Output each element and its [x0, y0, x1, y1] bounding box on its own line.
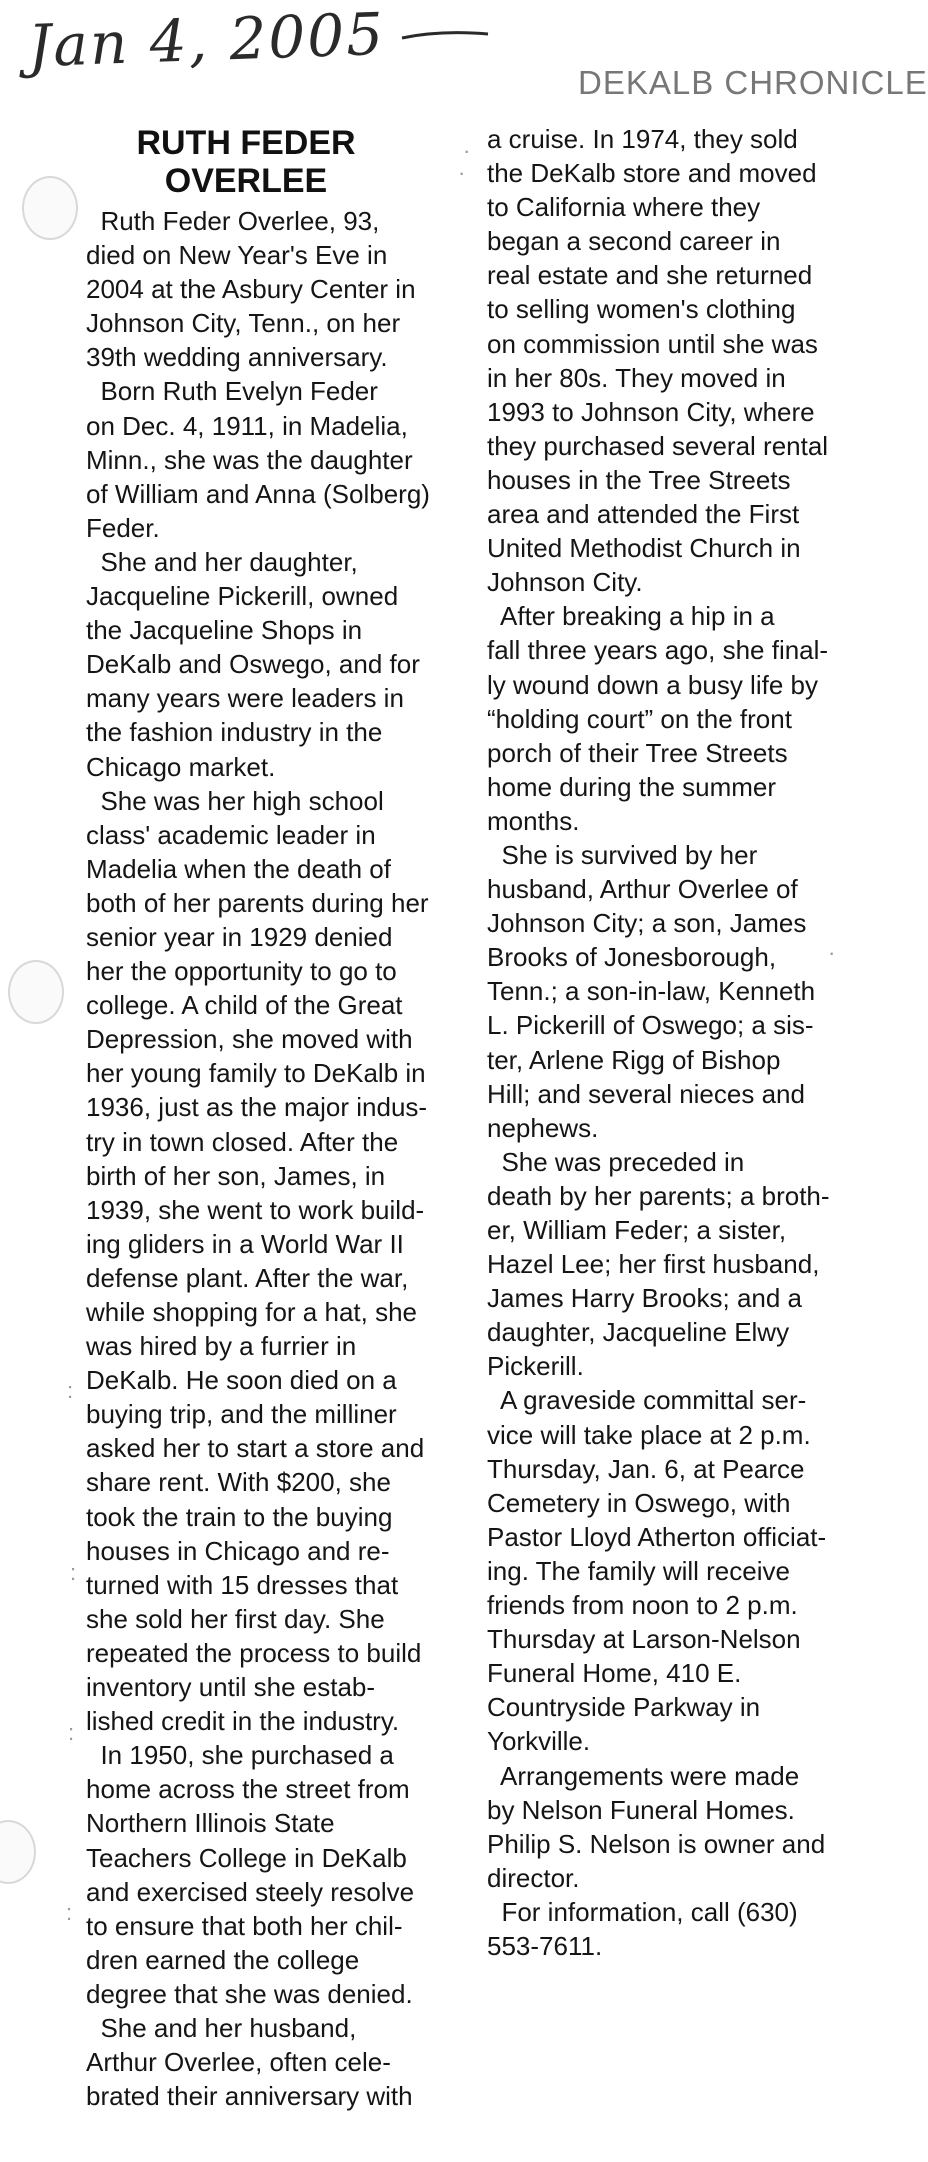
article-text-line: Philip S. Nelson is owner and [487, 1828, 826, 1859]
article-text-line: many years were leaders in [86, 683, 404, 714]
article-text-line: death by her parents; a broth- [487, 1180, 830, 1211]
article-text-line: her young family to DeKalb in [86, 1058, 426, 1089]
article-left-column [86, 204, 430, 2113]
article-text-line: died on New Year's Eve in [86, 240, 388, 271]
article-text-line: Madelia when the death of [86, 853, 391, 884]
article-text-line: 553-7611. [487, 1930, 603, 1961]
article-text-line: on Dec. 4, 1911, in Madelia, [86, 410, 408, 441]
article-text-line: A graveside committal ser- [487, 1385, 807, 1416]
article-text-line: Chicago market. [86, 751, 276, 782]
article-text-line: real estate and she returned [487, 260, 813, 291]
article-text-line: 1936, just as the major indus- [86, 1092, 428, 1123]
article-text-line: they purchased several rental [487, 430, 829, 461]
article-text-line: home during the summer [487, 771, 777, 802]
scan-speck: : [67, 1378, 74, 1403]
article-text-line: houses in Chicago and re- [86, 1535, 390, 1566]
article-text-line: she sold her first day. She [86, 1603, 385, 1634]
headline-line: RUTH FEDER [136, 124, 356, 162]
article-text-line: buying trip, and the milliner [86, 1399, 397, 1430]
scan-speck: · [463, 138, 471, 163]
article-text-line: senior year in 1929 denied [86, 921, 393, 952]
article-text-line: husband, Arthur Overlee of [487, 874, 798, 905]
article-text-line: class' academic leader in [86, 819, 376, 850]
article-text-line: Feder. [86, 512, 160, 543]
article-text-line: James Harry Brooks; and a [487, 1283, 803, 1314]
article-text-line: Cemetery in Oswego, with [487, 1487, 791, 1518]
article-text-line: months. [487, 805, 580, 836]
article-text-line: Born Ruth Evelyn Feder [86, 376, 378, 407]
article-text-line: lished credit in the industry. [86, 1706, 400, 1737]
article-text-line: Minn., she was the daughter [86, 444, 413, 475]
article-text-line: to California where they [487, 192, 761, 223]
article-text-line: a cruise. In 1974, they sold [487, 124, 798, 154]
obituary-headline [86, 124, 406, 200]
article-text-line: DeKalb and Oswego, and for [86, 649, 420, 680]
article-text-line: Johnson City, Tenn., on her [86, 308, 401, 339]
article-text-line: was hired by a furrier in [86, 1331, 357, 1362]
article-text-line: L. Pickerill of Oswego; a sis- [487, 1010, 814, 1041]
article-text-line: ter, Arlene Rigg of Bishop [487, 1044, 781, 1075]
article-text-line: defense plant. After the war, [86, 1262, 409, 1293]
article-text-line: Thursday, Jan. 6, at Pearce [487, 1453, 805, 1484]
article-text-line: brated their anniversary with [86, 2081, 413, 2112]
article-text-line: Teachers College in DeKalb [86, 1842, 407, 1873]
article-text-line: 2004 at the Asbury Center in [86, 274, 416, 305]
article-text-line: For information, call (630) [487, 1896, 798, 1927]
article-text-line: turned with 15 dresses that [86, 1569, 399, 1600]
article-text-line: birth of her son, James, in [86, 1160, 386, 1191]
handwritten-date: Jan 4, 2005 [26, 0, 387, 81]
article-text-line: repeated the process to build [86, 1637, 422, 1668]
binder-hole-middle [8, 960, 64, 1024]
article-text-line: dren earned the college [86, 1944, 360, 1975]
article-text-line: ly wound down a busy life by [487, 669, 818, 700]
article-text-line: In 1950, she purchased a [86, 1740, 394, 1771]
article-text-line: Depression, she moved with [86, 1024, 413, 1055]
scan-speck: : [66, 1900, 73, 1925]
article-text-line: She is survived by her [487, 839, 758, 870]
article-text-line: Hill; and several nieces and [487, 1078, 805, 1109]
article-text-line: began a second career in [487, 226, 781, 257]
article-text-line: Ruth Feder Overlee, 93, [86, 206, 380, 236]
article-text-line: of William and Anna (Solberg) [86, 478, 430, 509]
article-text-line: She was her high school [86, 785, 384, 816]
article-text-line: daughter, Jacqueline Elwy [487, 1317, 790, 1348]
article-text-line: and exercised steely resolve [86, 1876, 415, 1907]
headline-line: OVERLEE [164, 162, 328, 200]
article-text-line: took the train to the buying [86, 1501, 393, 1532]
article-text-line: ing. The family will receive [487, 1555, 790, 1586]
article-text-line: to ensure that both her chil- [86, 1910, 403, 1941]
article-text-line: friends from noon to 2 p.m. [487, 1590, 798, 1621]
article-text-line: Yorkville. [487, 1726, 591, 1757]
newspaper-masthead: DEKALB CHRONICLE [578, 64, 928, 101]
handwritten-underline [400, 26, 490, 46]
scan-speck: · [458, 160, 466, 185]
article-text-line: Northern Illinois State [86, 1808, 335, 1839]
article-text-line: She and her husband, [86, 2012, 357, 2043]
article-text-line: the DeKalb store and moved [487, 158, 817, 189]
article-text-line: United Methodist Church in [487, 533, 801, 564]
article-text-line: vice will take place at 2 p.m. [487, 1419, 811, 1450]
article-text-line: both of her parents during her [86, 887, 429, 918]
article-text-line: 39th wedding anniversary. [86, 342, 388, 373]
article-text-line: on commission until she was [487, 328, 818, 359]
binder-hole-top [22, 176, 78, 240]
article-text-line: Johnson City. [487, 567, 643, 598]
article-text-line: the Jacqueline Shops in [86, 615, 363, 646]
article-text-line: while shopping for a hat, she [86, 1297, 417, 1327]
article-text-line: houses in the Tree Streets [487, 464, 791, 495]
article-text-line: 1939, she went to work build- [86, 1194, 425, 1225]
article-text-line: share rent. With $200, she [86, 1467, 391, 1498]
article-text-line: Johnson City; a son, James [487, 908, 807, 939]
article-text-line: inventory until she estab- [86, 1672, 376, 1703]
article-text-line: Countryside Parkway in [487, 1692, 761, 1723]
article-text-line: director. [487, 1862, 580, 1893]
article-text-line: DeKalb. He soon died on a [86, 1365, 397, 1396]
article-text-line: She was preceded in [487, 1146, 745, 1177]
article-text-line: Tenn.; a son-in-law, Kenneth [487, 976, 816, 1007]
scan-speck: : [70, 1560, 77, 1585]
article-text-line: Funeral Home, 410 E. [487, 1658, 742, 1689]
scan-speck: · [828, 940, 836, 965]
article-text-line: Arrangements were made [487, 1760, 800, 1791]
article-text-line: to selling women's clothing [487, 294, 796, 325]
article-text-line: After breaking a hip in a [487, 601, 775, 632]
article-text-line: 1993 to Johnson City, where [487, 396, 815, 427]
article-text-line: try in town closed. After the [86, 1126, 399, 1157]
article-text-line: porch of their Tree Streets [487, 737, 788, 768]
article-text-line: the fashion industry in the [86, 717, 383, 748]
article-text-line: Pickerill. [487, 1351, 584, 1382]
article-text-line: nephews. [487, 1112, 599, 1143]
article-text-line: degree that she was denied. [86, 1978, 413, 2009]
article-text-line: home across the street from [86, 1774, 410, 1805]
article-text-line: Thursday at Larson-Nelson [487, 1624, 801, 1655]
article-text-line: college. A child of the Great [86, 990, 403, 1021]
scan-speck: : [68, 1720, 75, 1745]
article-text-line: her the opportunity to go to [86, 956, 397, 987]
article-text-line: fall three years ago, she final- [487, 635, 829, 666]
article-text-line: Jacqueline Pickerill, owned [86, 581, 399, 612]
article-text-line: area and attended the First [487, 499, 800, 530]
article-text-line: in her 80s. They moved in [487, 362, 786, 393]
binder-hole-bottom [0, 1820, 36, 1884]
article-text-line: “holding court” on the front [487, 703, 792, 734]
article-right-column [487, 122, 830, 1963]
article-text-line: She and her daughter, [86, 546, 358, 577]
article-text-line: Pastor Lloyd Atherton officiat- [487, 1521, 827, 1552]
article-text-line: asked her to start a store and [86, 1433, 425, 1464]
article-text-line: ing gliders in a World War II [86, 1228, 404, 1259]
article-text-line: er, William Feder; a sister, [487, 1215, 787, 1245]
article-text-line: Hazel Lee; her first husband, [487, 1249, 820, 1280]
article-text-line: by Nelson Funeral Homes. [487, 1794, 795, 1825]
article-text-line: Brooks of Jonesborough, [487, 942, 777, 973]
article-text-line: Arthur Overlee, often cele- [86, 2047, 391, 2078]
